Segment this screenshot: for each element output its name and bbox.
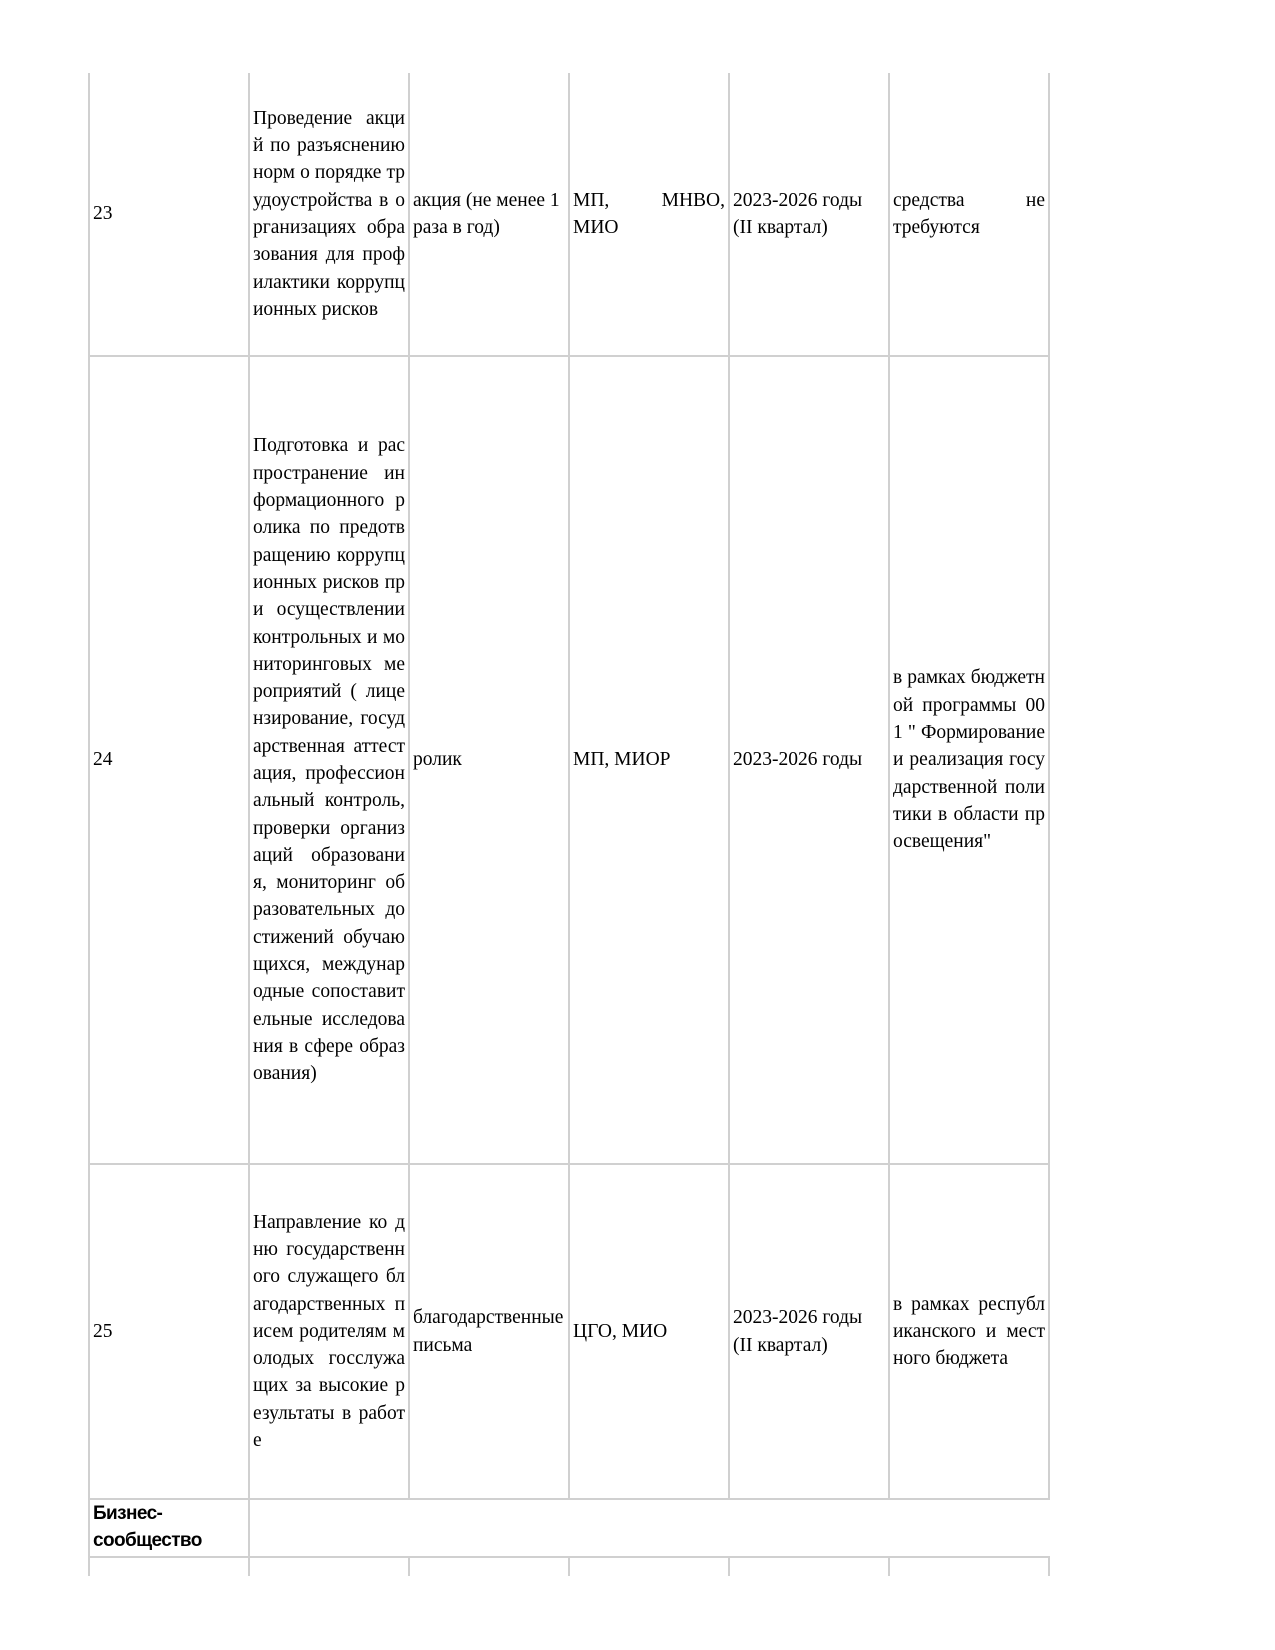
period-cell: 2023-2026 годы (II квартал) [729,73,889,356]
row-number-cell: 23 [89,73,249,356]
row-number-cell: 25 [89,1164,249,1499]
responsible-cell: МП, МНВО, МИО [569,73,729,356]
section-title: Бизнес-сообщество [89,1499,249,1557]
funding-cell: средства не требуются [889,73,1049,356]
table-row [89,1557,1049,1576]
section-empty-cell [249,1499,1049,1557]
empty-cell [89,1557,249,1576]
funding-cell: в рамках бюджетной программы 001 " Формирование и реализация государственной политики в области просвещения" [889,356,1049,1164]
completion-form-cell: ролик [409,356,569,1164]
measure-description-cell: Проведение акций по разъяснению норм о порядке трудоустройства в организациях образования для профилактики коррупционных рисков [249,73,409,356]
completion-form-cell: благодарственные письма [409,1164,569,1499]
funding-cell: в рамках республиканского и местного бюджета [889,1164,1049,1499]
responsible-cell: ЦГО, МИО [569,1164,729,1499]
empty-cell [409,1557,569,1576]
period-cell: 2023-2026 годы [729,356,889,1164]
measure-description-cell: Подготовка и распространение информационного ролика по предотвращению коррупционных рисков при осуществлении контрольных и мониторинговых мероприятий ( лицензирование, государственная аттестация, профессиональный контроль, проверки организаций образования, мониторинг образовательных достижений обучающихся, международные сопоставительные исследования в сфере образования) [249,356,409,1164]
table-row [89,356,1049,1164]
measure-description-cell: Направление ко дню государственного служащего благодарственных писем родителям молодых госслужащих за высокие результаты в работе [249,1164,409,1499]
period-cell: 2023-2026 годы (II квартал) [729,1164,889,1499]
responsible-cell: МП, МИОР [569,356,729,1164]
section-header-row [89,1499,1049,1557]
empty-cell [889,1557,1049,1576]
row-number-cell: 24 [89,356,249,1164]
empty-cell [249,1557,409,1576]
empty-cell [729,1557,889,1576]
completion-form-cell: акция (не менее 1 раза в год) [409,73,569,356]
action-plan-table [88,73,1050,1576]
table-row [89,1164,1049,1499]
empty-cell [569,1557,729,1576]
table-row [89,73,1049,356]
document-page [88,73,1050,1576]
